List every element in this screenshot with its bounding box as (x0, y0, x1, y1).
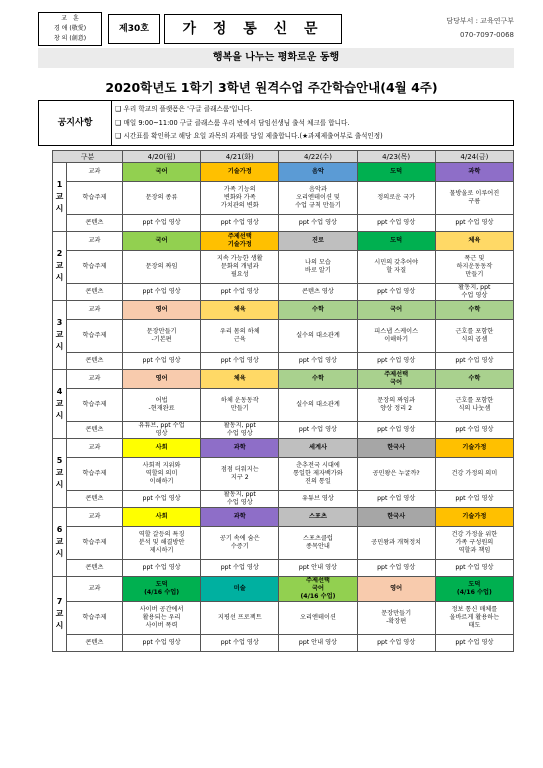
content-cell: 유튜브, ppt 수업 영상 (123, 422, 201, 439)
topic-cell: 근호를 포함한 식의 나눗셈 (435, 389, 513, 422)
slogan-bar: 행복을 나누는 평화로운 동행 (38, 48, 514, 68)
row-label: 교과 (67, 301, 123, 320)
content-cell: ppt 안내 영상 (279, 635, 357, 652)
table-row (53, 389, 514, 422)
content-cell: ppt 수업 영상 (123, 560, 201, 577)
subject-cell: 도덕 (357, 163, 435, 182)
row-label: 콘텐츠 (67, 284, 123, 301)
header-day: 4/23(목) (357, 151, 435, 163)
topic-cell: 정보 통신 매체를 올바르게 활용하는 태도 (435, 602, 513, 635)
topic-cell: 문장의 짜임 (123, 251, 201, 284)
table-row (53, 439, 514, 458)
subject-cell: 한국사 (357, 508, 435, 527)
row-label: 학습주제 (67, 527, 123, 560)
subject-cell: 진로 (279, 232, 357, 251)
subject-cell: 음악 (279, 163, 357, 182)
masthead (38, 12, 514, 46)
subject-cell: 주제선택 국어 (4/16 수업) (279, 577, 357, 602)
subject-cell: 도덕 (4/16 수업) (435, 577, 513, 602)
topic-cell: 지속 가능한 생활 문화의 개념과 필요성 (201, 251, 279, 284)
subject-cell: 도덕 (357, 232, 435, 251)
topic-cell: 오리엔테이션 (279, 602, 357, 635)
subject-cell: 주제선택 국어 (357, 370, 435, 389)
period-label: 2 교 시 (53, 232, 67, 301)
department-info (394, 14, 514, 42)
row-label: 학습주제 (67, 182, 123, 215)
row-label: 콘텐츠 (67, 635, 123, 652)
period-label: 4 교 시 (53, 370, 67, 439)
phone-number: 070-7097-0068 (459, 31, 514, 39)
table-row (53, 635, 514, 652)
content-cell: ppt 수업 영상 (435, 635, 513, 652)
table-row (53, 527, 514, 560)
subject-cell: 영어 (123, 301, 201, 320)
topic-cell: 피스냅 스케이스 이해하기 (357, 320, 435, 353)
topic-cell: 스포츠클럽 종목안내 (279, 527, 357, 560)
table-row (53, 491, 514, 508)
subject-cell: 체육 (435, 232, 513, 251)
topic-cell: 물방울로 이루어진 구름 (435, 182, 513, 215)
content-cell: ppt 수업 영상 (435, 422, 513, 439)
table-row (53, 215, 514, 232)
table-row (53, 284, 514, 301)
content-cell: ppt 수업 영상 (435, 560, 513, 577)
topic-cell: 사회적 지위와 역할의 의미 이해하기 (123, 458, 201, 491)
topic-cell: 폭근 및 하지운동동작 만들기 (435, 251, 513, 284)
content-cell: ppt 수업 영상 (357, 284, 435, 301)
topic-cell: 시민의 갖추어야 할 자질 (357, 251, 435, 284)
subject-cell: 스포츠 (279, 508, 357, 527)
department-line: 담당부서 : 교육연구부 (446, 17, 514, 25)
schedule-header-row (53, 151, 514, 163)
subject-cell: 수학 (279, 370, 357, 389)
content-cell: ppt 수업 영상 (123, 284, 201, 301)
subject-cell: 수학 (435, 301, 513, 320)
issue-number: 제30호 (108, 14, 160, 44)
content-cell: ppt 수업 영상 (201, 284, 279, 301)
subject-cell: 체육 (201, 301, 279, 320)
subject-cell: 미술 (201, 577, 279, 602)
topic-cell: 공민왕은 누굴까? (357, 458, 435, 491)
content-cell: 활동지, ppt 수업 영상 (201, 422, 279, 439)
row-label: 콘텐츠 (67, 491, 123, 508)
table-row (53, 560, 514, 577)
header-category: 구분 (53, 151, 123, 163)
topic-cell: 우리 몸의 하체 근육 (201, 320, 279, 353)
topic-cell: 지평선 프로젝트 (201, 602, 279, 635)
content-cell: ppt 수업 영상 (279, 215, 357, 232)
topic-cell: 근호를 포함한 식의 곱셈 (435, 320, 513, 353)
content-cell: ppt 수업 영상 (123, 215, 201, 232)
table-row (53, 320, 514, 353)
period-label: 5 교 시 (53, 439, 67, 508)
subject-cell: 도덕 (4/16 수업) (123, 577, 201, 602)
subject-cell: 한국사 (357, 439, 435, 458)
subject-cell: 체육 (201, 370, 279, 389)
subject-cell: 수학 (279, 301, 357, 320)
header-day: 4/20(월) (123, 151, 201, 163)
table-row (53, 232, 514, 251)
subject-cell: 사회 (123, 508, 201, 527)
content-cell: ppt 수업 영상 (357, 491, 435, 508)
topic-cell: 가족 기능의 변화와 가족 가치관의 변화 (201, 182, 279, 215)
subject-cell: 영어 (123, 370, 201, 389)
topic-cell: 나의 모습 바로 알기 (279, 251, 357, 284)
content-cell: 활동지, ppt 수업 영상 (435, 284, 513, 301)
subject-cell: 수학 (435, 370, 513, 389)
row-label: 콘텐츠 (67, 353, 123, 370)
subject-cell: 사회 (123, 439, 201, 458)
table-row (53, 301, 514, 320)
notice-list (115, 103, 383, 144)
motto-line: 경 애 (敬愛) (53, 25, 87, 32)
topic-cell: 공민왕과 개혁정치 (357, 527, 435, 560)
topic-cell: 문장만들기 -기본편 (123, 320, 201, 353)
table-row (53, 251, 514, 284)
content-cell: ppt 수업 영상 (357, 635, 435, 652)
table-row (53, 182, 514, 215)
subject-cell: 기술가정 (435, 508, 513, 527)
subject-cell: 기술가정 (201, 163, 279, 182)
content-cell: ppt 수업 영상 (123, 353, 201, 370)
table-row (53, 163, 514, 182)
topic-cell: 실수의 대소관계 (279, 320, 357, 353)
topic-cell: 춘추전국 시대에 통일한 제자백가와 진의 통일 (279, 458, 357, 491)
motto-line: 교 훈 (61, 15, 79, 22)
row-label: 교과 (67, 508, 123, 527)
topic-cell: 건강 가정을 위한 가족 구성원의 역할과 책임 (435, 527, 513, 560)
content-cell: ppt 수업 영상 (201, 215, 279, 232)
content-cell: ppt 수업 영상 (435, 215, 513, 232)
table-row (53, 422, 514, 439)
content-cell: ppt 수업 영상 (357, 215, 435, 232)
period-label: 6 교 시 (53, 508, 67, 577)
content-cell: ppt 수업 영상 (435, 491, 513, 508)
row-label: 교과 (67, 439, 123, 458)
notice-label: 공지사항 (39, 101, 112, 145)
topic-cell: 사이버 공간에서 활용되는 우리 사이버 폭력 (123, 602, 201, 635)
newsletter-title: 가 정 통 신 문 (164, 14, 342, 44)
content-cell: ppt 안내 영상 (279, 560, 357, 577)
row-label: 교과 (67, 163, 123, 182)
subject-cell: 과학 (201, 508, 279, 527)
subject-cell: 기술가정 (435, 439, 513, 458)
topic-cell: 어법 -현재완료 (123, 389, 201, 422)
period-label: 3 교 시 (53, 301, 67, 370)
topic-cell: 문장만들기 -확장편 (357, 602, 435, 635)
subject-cell: 영어 (357, 577, 435, 602)
row-label: 학습주제 (67, 602, 123, 635)
content-cell: 활동지, ppt 수업 영상 (201, 491, 279, 508)
subject-cell: 국어 (357, 301, 435, 320)
content-cell: ppt 수업 영상 (201, 560, 279, 577)
topic-cell: 건강 가정의 의미 (435, 458, 513, 491)
page-title: 2020학년도 1학기 3학년 원격수업 주간학습안내(4월 4주) (105, 80, 438, 95)
topic-cell: 하체 운동동작 만들기 (201, 389, 279, 422)
content-cell: ppt 수업 영상 (357, 560, 435, 577)
row-label: 콘텐츠 (67, 422, 123, 439)
row-label: 콘텐츠 (67, 215, 123, 232)
header-day: 4/24(금) (435, 151, 513, 163)
topic-cell: 문장의 종류 (123, 182, 201, 215)
row-label: 교과 (67, 370, 123, 389)
table-row (53, 508, 514, 527)
period-label: 7 교 시 (53, 577, 67, 652)
content-cell: ppt 수업 영상 (357, 422, 435, 439)
content-cell: ppt 수업 영상 (435, 353, 513, 370)
topic-cell: 정의로운 국가 (357, 182, 435, 215)
table-row (53, 458, 514, 491)
period-label: 1 교 시 (53, 163, 67, 232)
table-row (53, 370, 514, 389)
content-cell: ppt 수업 영상 (123, 635, 201, 652)
content-cell: 콘텐츠 영상 (279, 284, 357, 301)
content-cell: 유튜브 영상 (279, 491, 357, 508)
topic-cell: 역할 갈등의 특징 분석 및 해결방안 제시하기 (123, 527, 201, 560)
row-label: 교과 (67, 577, 123, 602)
row-label: 학습주제 (67, 458, 123, 491)
subject-cell: 주제선택 기술가정 (201, 232, 279, 251)
content-cell: ppt 수업 영상 (123, 491, 201, 508)
table-row (53, 353, 514, 370)
table-row (53, 577, 514, 602)
table-row (53, 602, 514, 635)
content-cell: ppt 수업 영상 (201, 353, 279, 370)
topic-cell: 문장의 짜임과 양상 정리 2 (357, 389, 435, 422)
row-label: 학습주제 (67, 389, 123, 422)
row-label: 교과 (67, 232, 123, 251)
header-day: 4/21(화) (201, 151, 279, 163)
subject-cell: 과학 (201, 439, 279, 458)
topic-cell: 음악과 오리엔테이션 및 수업 규칙 만들기 (279, 182, 357, 215)
content-cell: ppt 수업 영상 (279, 422, 357, 439)
content-cell: ppt 수업 영상 (201, 635, 279, 652)
notice-box (38, 100, 514, 146)
weekly-schedule-table (52, 150, 514, 652)
row-label: 콘텐츠 (67, 560, 123, 577)
content-cell: ppt 수업 영상 (279, 353, 357, 370)
notice-item: ❑ 우리 학교의 플랫폼은 '구글 클래스룸'입니다. (115, 103, 383, 117)
subject-cell: 국어 (123, 163, 201, 182)
subject-cell: 과학 (435, 163, 513, 182)
row-label: 학습주제 (67, 251, 123, 284)
school-motto-box (38, 12, 102, 46)
motto-line: 창 의 (創意) (53, 35, 87, 42)
topic-cell: 점점 더워지는 지구 2 (201, 458, 279, 491)
notice-item: ❑ 시간표를 확인하고 해당 요일 과목의 과제를 당일 제출합니다.(★과제제출여부로 출석인정) (115, 130, 383, 144)
header-day: 4/22(수) (279, 151, 357, 163)
notice-item: ❑ 매일 9:00~11:00 구글 클래스룸 우리 반에서 담임선생님 출석 체크를 합니다. (115, 117, 383, 131)
topic-cell: 공기 속에 숨은 수증기 (201, 527, 279, 560)
topic-cell: 실수의 대소관계 (279, 389, 357, 422)
subject-cell: 국어 (123, 232, 201, 251)
row-label: 학습주제 (67, 320, 123, 353)
content-cell: ppt 수업 영상 (357, 353, 435, 370)
subject-cell: 세계사 (279, 439, 357, 458)
